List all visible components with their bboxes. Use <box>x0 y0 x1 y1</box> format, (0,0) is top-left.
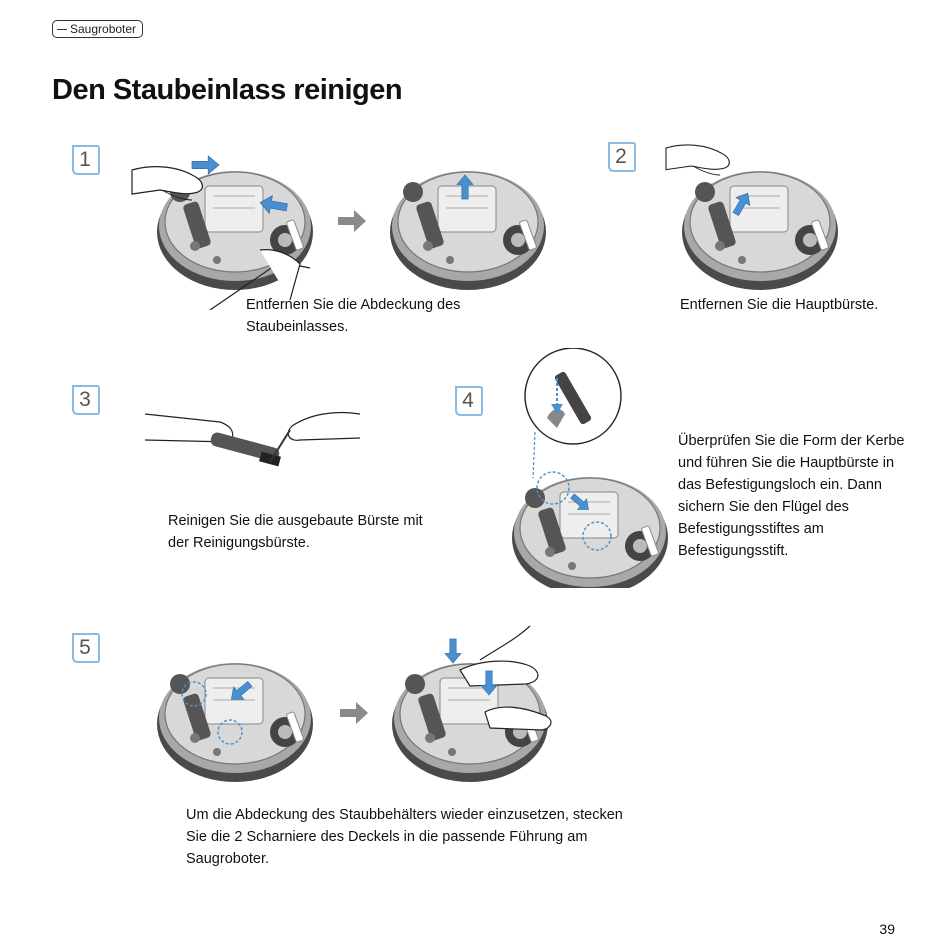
step-2-caption: Entfernen Sie die Hauptbürste. <box>680 297 879 313</box>
step-2-number: 2 <box>615 145 627 168</box>
step-3-caption: Reinigen Sie die ausgebaute Bürste mit der Reinigungsbürste. <box>168 513 423 551</box>
page-title: Den Staubeinlass reinigen <box>52 74 403 106</box>
right-arrow-icon <box>340 702 368 724</box>
page-number: 39 <box>879 921 895 937</box>
step-5-number: 5 <box>79 636 91 659</box>
step-2-illustration <box>660 140 860 290</box>
step-3-number: 3 <box>79 388 91 411</box>
step-5-caption: Um die Abdeckung des Staubbehälters wieder einzusetzen, stecken Sie die 2 Scharniere des Deckels in die passende Führung am Saugroboter. <box>186 807 623 867</box>
right-arrow-icon <box>338 210 366 232</box>
dash-icon <box>57 29 67 30</box>
step-1-caption: Entfernen Sie die Abdeckung des Staubeinlasses. <box>246 297 461 335</box>
step-1-badge <box>70 144 100 176</box>
section-tag <box>52 20 143 38</box>
step-4-caption: Überprüfen Sie die Form der Kerbe und führen Sie die Hauptbürste in das Befestigungsloch ein. Dann sichern Sie den Flügel des Befestigungsstiftes am Befestigungsstift. <box>678 433 905 559</box>
step-4-badge <box>453 385 483 417</box>
step-2-badge <box>606 141 636 173</box>
step-4-number: 4 <box>462 389 474 412</box>
step-5-illustration <box>150 620 570 790</box>
step-1-number: 1 <box>79 148 91 171</box>
step-4-illustration <box>505 348 675 588</box>
step-1-illustration <box>110 140 570 310</box>
step-3-illustration <box>140 400 370 500</box>
section-tag-label: Saugroboter <box>70 22 137 36</box>
step-5-badge <box>70 632 100 664</box>
step-3-badge <box>70 384 100 416</box>
